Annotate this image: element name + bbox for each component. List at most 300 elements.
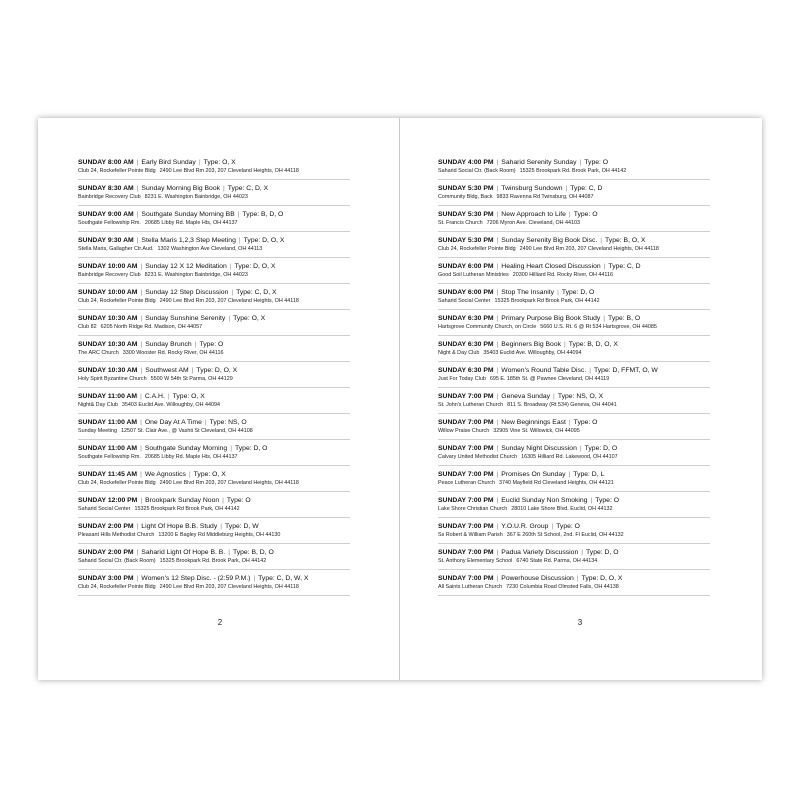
meeting-place	[78, 583, 350, 591]
meeting-address: 5660 U.S. Rt. 6 @ Rt 534 Hartsgrove, OH 44085	[540, 324, 657, 330]
meeting-type: Type: D, O, X	[243, 237, 285, 244]
meeting-entry	[438, 310, 710, 336]
meeting-address: 2490 Lee Blvd Rm 203, 207 Cleveland Heights, OH 44118	[159, 480, 299, 486]
meeting-place	[78, 375, 350, 383]
separator: |	[231, 289, 234, 296]
meeting-name: Stop The Insanity	[501, 289, 555, 296]
separator: |	[496, 211, 499, 218]
meeting-name: Southgate Sunday Morning	[144, 445, 228, 452]
meeting-datetime: SUNDAY 6:00 PM	[438, 263, 494, 270]
meeting-name: Light Of Hope B.B. Study	[141, 523, 218, 530]
meeting-datetime: SUNDAY 7:00 PM	[438, 393, 494, 400]
meeting-name: Women's 12 Step Disc. - (2:59 P.M.)	[141, 575, 251, 582]
meeting-datetime: SUNDAY 3:00 PM	[78, 575, 134, 582]
separator: |	[496, 549, 499, 556]
separator: |	[140, 471, 142, 478]
separator: |	[568, 211, 571, 218]
meeting-heading	[78, 236, 350, 245]
meeting-heading	[78, 522, 350, 531]
meeting-type: Type: O	[573, 211, 598, 218]
meeting-entry	[438, 440, 710, 466]
meeting-heading	[438, 418, 710, 427]
meeting-address: 8231 E. Washington Bainbridge, OH 44023	[144, 194, 248, 200]
meeting-datetime: SUNDAY 6:30 PM	[438, 315, 494, 322]
separator: |	[496, 523, 499, 530]
meeting-datetime: SUNDAY 10:30 AM	[78, 341, 138, 348]
meeting-place	[78, 271, 350, 279]
separator: |	[140, 367, 143, 374]
meeting-datetime: SUNDAY 6:00 PM	[438, 289, 494, 296]
meeting-heading	[78, 548, 350, 557]
separator: |	[238, 237, 241, 244]
meeting-address: 35403 Euclid Ave. Willoughby, OH 44094	[121, 402, 220, 408]
separator: |	[230, 445, 232, 452]
meeting-place	[78, 401, 350, 409]
meeting-name: Healing Heart Closed Discussion	[501, 263, 601, 270]
meeting-address: 2490 Lee Blvd Rm 203, 207 Cleveland Heights, OH 44118	[519, 246, 659, 252]
meeting-entry	[78, 544, 350, 570]
meeting-heading	[78, 366, 350, 375]
meeting-type: Type: D, O, X	[196, 367, 238, 374]
meeting-location: The ARC Church	[78, 350, 119, 356]
meeting-name: One Day At A Time	[144, 419, 202, 426]
meeting-address: 3740 Mayfield Rd Cleveland Heights, OH 44121	[498, 480, 614, 486]
meeting-datetime: SUNDAY 6:30 PM	[438, 341, 494, 348]
separator: |	[589, 367, 591, 374]
meeting-type: Type: O	[584, 159, 609, 166]
separator: |	[579, 445, 582, 452]
separator: |	[167, 393, 170, 400]
meeting-heading	[438, 236, 710, 245]
meeting-name: Beginners Big Book	[501, 341, 561, 348]
meeting-address: 20685 Libby Rd. Maple Hts, OH 44137	[144, 220, 238, 226]
meeting-name: Sunday 12 X 12 Meditation	[145, 263, 227, 270]
meeting-heading	[78, 184, 350, 193]
meeting-datetime: SUNDAY 2:00 PM	[78, 549, 134, 556]
meeting-address: 2490 Lee Blvd Rm 203, 207 Cleveland Heights, OH 44118	[159, 298, 299, 304]
meeting-datetime: SUNDAY 11:00 AM	[78, 445, 138, 452]
meeting-heading	[438, 470, 710, 479]
meeting-type: Type: D, O	[234, 445, 268, 452]
meeting-place	[438, 245, 710, 253]
meeting-datetime: SUNDAY 4:00 PM	[438, 159, 494, 166]
meeting-entry	[438, 336, 710, 362]
meeting-entry	[438, 206, 710, 232]
meeting-address: 2490 Lee Blvd Rm 203, 207 Cleveland Heights, OH 44118	[159, 584, 299, 590]
meeting-location: St. Francis Church	[438, 220, 483, 226]
booklet-spread	[38, 118, 762, 680]
meeting-location: Sunday Meeting	[78, 428, 117, 434]
meeting-entry	[438, 570, 710, 596]
meeting-name: Sunday Morning Big Book	[141, 185, 221, 192]
meeting-name: Padua Variety Discussion	[501, 549, 579, 556]
separator: |	[496, 367, 499, 374]
meeting-place	[438, 271, 710, 279]
meeting-place	[438, 479, 710, 487]
meeting-address: 9833 Ravenna Rd Twinsburg, OH 44087	[496, 194, 594, 200]
meeting-type: Type: O, X	[172, 393, 205, 400]
meeting-name: Women's Round Table Disc.	[501, 367, 587, 374]
meeting-name: Sunday Serenity Big Book Disc.	[501, 237, 598, 244]
meeting-entry	[438, 362, 710, 388]
meeting-heading	[438, 184, 710, 193]
meeting-address: 35403 Euclid Ave. Willoughby, OH 44094	[483, 350, 582, 356]
meeting-datetime: SUNDAY 10:30 AM	[78, 315, 138, 322]
meeting-location: Club 24, Rockefeller Pointe Bldg	[78, 168, 156, 174]
meeting-name: Southwest AM	[145, 367, 189, 374]
meeting-entry	[78, 206, 350, 232]
meeting-location: Club 24, Rockefeller Pointe Bldg	[78, 584, 156, 590]
meeting-datetime: SUNDAY 7:00 PM	[438, 471, 494, 478]
meeting-place	[438, 401, 710, 409]
separator: |	[136, 549, 139, 556]
separator: |	[188, 471, 191, 478]
separator: |	[223, 185, 225, 192]
meeting-place	[78, 427, 350, 435]
meeting-heading	[78, 418, 350, 427]
meeting-heading	[78, 262, 350, 271]
meeting-name: Sunday Sunshine Serenity	[145, 315, 226, 322]
separator: |	[496, 393, 499, 400]
separator: |	[140, 341, 143, 348]
meeting-name: Southgate Sunday Morning BB	[141, 211, 235, 218]
meeting-address: 28010 Lake Shore Blvd. Euclid, OH 44132	[511, 506, 613, 512]
separator: |	[140, 289, 143, 296]
separator: |	[220, 523, 223, 530]
meeting-location: Saharid Social Ctr. (Back Room)	[78, 558, 156, 564]
meeting-datetime: SUNDAY 7:00 PM	[438, 549, 494, 556]
page-number-right: 3	[577, 618, 583, 627]
meeting-entry	[78, 258, 350, 284]
meeting-name: Y.O.U.R. Group	[501, 523, 549, 530]
meeting-place	[438, 505, 710, 513]
meeting-datetime: SUNDAY 12:00 PM	[78, 497, 138, 504]
meeting-place	[438, 323, 710, 331]
meeting-place	[438, 297, 710, 305]
meeting-datetime: SUNDAY 9:30 AM	[78, 237, 134, 244]
meeting-entry	[78, 466, 350, 492]
meeting-heading	[438, 158, 710, 167]
separator: |	[551, 523, 554, 530]
meeting-address: 8231 E. Washington Bainbridge, OH 44023	[144, 272, 248, 278]
meeting-location: Saharid Social Center	[438, 298, 491, 304]
meeting-entry	[438, 232, 710, 258]
separator: |	[228, 315, 231, 322]
meeting-location: All Saints Lutheran Church	[438, 584, 503, 590]
meeting-heading	[78, 210, 350, 219]
meeting-heading	[438, 262, 710, 271]
separator: |	[496, 341, 499, 348]
separator: |	[140, 263, 143, 270]
meeting-type: Type: B, D, O, X	[568, 341, 618, 348]
separator: |	[579, 159, 582, 166]
meeting-type: Type: NS, O	[209, 419, 247, 426]
meeting-type: Type: O, X	[193, 471, 226, 478]
meeting-address: 1302 Washington Ave Cleveland, OH 44113	[157, 246, 263, 252]
separator: |	[565, 185, 568, 192]
meeting-heading	[78, 288, 350, 297]
meeting-place	[438, 167, 710, 175]
meeting-place	[438, 583, 710, 591]
meeting-name: Sunday Night Discussion	[501, 445, 577, 452]
meeting-type: Type: C, D	[570, 185, 603, 192]
meeting-name: Geneva Sunday	[501, 393, 551, 400]
meeting-place	[438, 219, 710, 227]
meeting-address: 13200 E Bagley Rd Middleburg Heights, OH 44130	[158, 532, 281, 538]
meeting-datetime: SUNDAY 10:30 AM	[78, 367, 138, 374]
meeting-datetime: SUNDAY 7:00 PM	[438, 497, 494, 504]
meeting-datetime: SUNDAY 11:00 AM	[78, 393, 138, 400]
meeting-type: Type: O	[199, 341, 224, 348]
meeting-type: Type: B, D, O	[242, 211, 284, 218]
meeting-type: Type: B, O, X	[605, 237, 646, 244]
meeting-place	[438, 427, 710, 435]
meeting-location: Southgate Fellowship Rm.	[78, 220, 141, 226]
separator: |	[140, 497, 143, 504]
meeting-address: 6205 North Ridge Rd. Madison, OH 44057	[100, 324, 203, 330]
meeting-name: We Agnostics	[144, 471, 186, 478]
page-number-left: 2	[217, 618, 223, 627]
meeting-location: St. Anthony Elementary School	[438, 558, 513, 564]
meeting-entry	[78, 232, 350, 258]
separator: |	[136, 575, 139, 582]
separator: |	[600, 237, 603, 244]
meeting-location: Stella Maris, Gallagher Ctr.Aud.	[78, 246, 154, 252]
meeting-type: Type: D, O, X	[581, 575, 623, 582]
meeting-location: Good Soil Lutheran Ministries	[438, 272, 509, 278]
meeting-heading	[438, 392, 710, 401]
separator: |	[496, 419, 499, 426]
meeting-entry	[78, 362, 350, 388]
separator: |	[140, 419, 142, 426]
meeting-entry	[438, 258, 710, 284]
separator: |	[198, 159, 201, 166]
meeting-entry	[78, 180, 350, 206]
meeting-address: 20685 Libby Rd. Maple Hts, OH 44137	[144, 454, 238, 460]
separator: |	[191, 367, 194, 374]
meeting-location: Night & Day Club	[438, 350, 480, 356]
meeting-heading	[78, 444, 350, 453]
separator: |	[136, 159, 139, 166]
separator: |	[496, 445, 499, 452]
separator: |	[136, 185, 139, 192]
meeting-type: Type: B, D, O	[232, 549, 274, 556]
meeting-type: Type: O, X	[233, 315, 266, 322]
meeting-location: Saharid Social Center	[78, 506, 131, 512]
meeting-entry	[438, 388, 710, 414]
meeting-entry	[438, 492, 710, 518]
meeting-address: 15325 Brookpark Rd Brook Park, OH 44142	[134, 506, 240, 512]
meeting-heading	[78, 574, 350, 583]
separator: |	[194, 341, 197, 348]
separator: |	[136, 211, 139, 218]
meeting-type: Type: C, D, X	[236, 289, 277, 296]
separator: |	[496, 315, 499, 322]
separator: |	[564, 341, 566, 348]
meeting-place	[438, 349, 710, 357]
meeting-type: Type: O	[595, 497, 620, 504]
meeting-address: 15325 Brookpark Rd Brook Park, OH 44142	[494, 298, 600, 304]
meeting-type: Type: D, O	[586, 549, 619, 556]
meeting-address: 7206 Myron Ave. Cleveland, OH 44103	[486, 220, 581, 226]
meeting-type: Type: B, O	[608, 315, 641, 322]
meeting-place	[438, 375, 710, 383]
meeting-place	[78, 531, 350, 539]
meeting-address: 367 E 260th St School, 2nd. Fl Euclid, OH 44132	[506, 532, 624, 538]
meeting-datetime: SUNDAY 11:00 AM	[78, 419, 138, 426]
separator: |	[603, 315, 606, 322]
separator: |	[496, 237, 499, 244]
meeting-entry	[78, 388, 350, 414]
meeting-name: Powerhouse Discussion	[501, 575, 574, 582]
separator: |	[253, 575, 256, 582]
meeting-heading	[438, 574, 710, 583]
meeting-entry	[78, 154, 350, 180]
separator: |	[496, 263, 499, 270]
meeting-datetime: SUNDAY 5:30 PM	[438, 185, 494, 192]
meeting-entry	[438, 544, 710, 570]
meeting-address: 15325 Brookpark Rd. Brook Park, OH 44142	[159, 558, 267, 564]
meeting-datetime: SUNDAY 2:00 PM	[78, 523, 134, 530]
separator: |	[496, 497, 499, 504]
meeting-location: Calvary United Methodist Church	[438, 454, 518, 460]
meeting-location: Club 24, Rockefeller Pointe Bldg	[78, 298, 156, 304]
meeting-type: Type: D, O, X	[234, 263, 276, 270]
separator: |	[496, 575, 499, 582]
meeting-entry	[78, 414, 350, 440]
meeting-heading	[438, 496, 710, 505]
meeting-place	[78, 193, 350, 201]
meeting-name: Brookpark Sunday Noon	[145, 497, 220, 504]
meeting-location: Peace Lutheran Church	[438, 480, 495, 486]
separator: |	[557, 289, 559, 296]
meeting-entry	[438, 284, 710, 310]
meeting-name: C.A.H.	[144, 393, 165, 400]
meeting-place	[78, 297, 350, 305]
meeting-heading	[78, 340, 350, 349]
meeting-datetime: SUNDAY 5:30 PM	[438, 237, 494, 244]
meeting-heading	[438, 210, 710, 219]
left-page	[38, 118, 399, 680]
meeting-type: Type: O, X	[203, 159, 236, 166]
meeting-datetime: SUNDAY 8:30 AM	[78, 185, 134, 192]
meeting-list-right	[438, 154, 710, 596]
meeting-place	[78, 219, 350, 227]
meeting-location: Club 24, Rockefeller Pointe Bldg	[438, 246, 516, 252]
meeting-address: 7230 Columbia Road Olmsted Falls, OH 44138	[506, 584, 619, 590]
meeting-place	[78, 167, 350, 175]
separator: |	[496, 159, 499, 166]
meeting-location: St. John's Lutheran Church	[438, 402, 504, 408]
meeting-location: Southgate Fellowship Rm.	[78, 454, 141, 460]
meeting-entry	[438, 414, 710, 440]
separator: |	[136, 523, 139, 530]
meeting-location: Holy Spirit Byzantine Church	[78, 376, 147, 382]
meeting-place	[438, 193, 710, 201]
separator: |	[496, 185, 499, 192]
meeting-type: Type: D, W	[225, 523, 259, 530]
meeting-place	[438, 531, 710, 539]
meeting-address: 12507 St. Clair Ave., @ Vashti St Cleveland, OH 44108	[120, 428, 253, 434]
meeting-datetime: SUNDAY 10:00 AM	[78, 289, 138, 296]
meeting-type: Type: C, D	[608, 263, 641, 270]
meeting-datetime: SUNDAY 7:00 PM	[438, 419, 494, 426]
meeting-entry	[78, 440, 350, 466]
meeting-place	[78, 453, 350, 461]
meeting-heading	[438, 522, 710, 531]
meeting-name: New Approach to Life	[501, 211, 566, 218]
meeting-address: 811 S. Broadway (Rt 534) Geneva, OH 44041	[507, 402, 617, 408]
meeting-datetime: SUNDAY 9:00 AM	[78, 211, 134, 218]
meeting-name: Sunday 12 Step Discussion	[145, 289, 229, 296]
meeting-name: Stella Maris 1,2,3 Step Meeting	[141, 237, 236, 244]
separator: |	[140, 315, 143, 322]
meeting-list-left	[78, 154, 350, 596]
meeting-name: Early Bird Sunday	[141, 159, 196, 166]
meeting-type: Type: D, O	[584, 445, 618, 452]
meeting-datetime: SUNDAY 5:30 PM	[438, 211, 494, 218]
separator: |	[603, 263, 606, 270]
meeting-heading	[78, 314, 350, 323]
meeting-location: Ss Robert & William Parish	[438, 532, 503, 538]
separator: |	[496, 289, 499, 296]
separator: |	[581, 549, 584, 556]
meeting-datetime: SUNDAY 10:00 AM	[78, 263, 138, 270]
separator: |	[237, 211, 240, 218]
meeting-location: Willow Praise Church	[438, 428, 490, 434]
meeting-type: Type: O	[556, 523, 580, 530]
separator: |	[576, 575, 579, 582]
separator: |	[229, 263, 232, 270]
meeting-type: Type: D, O	[561, 289, 595, 296]
separator: |	[136, 237, 139, 244]
meeting-entry	[438, 466, 710, 492]
meeting-location: Club 24, Rockefeller Pointe Bldg	[78, 480, 156, 486]
meeting-type: Type: D, L	[573, 471, 605, 478]
separator: |	[568, 419, 571, 426]
meeting-address: 2490 Lee Blvd Rm 203, 207 Cleveland Heights, OH 44118	[159, 168, 299, 174]
separator: |	[496, 471, 499, 478]
meeting-type: Type: O	[573, 419, 598, 426]
meeting-datetime: SUNDAY 7:00 PM	[438, 575, 494, 582]
meeting-entry	[78, 570, 350, 596]
meeting-entry	[78, 310, 350, 336]
meeting-entry	[78, 336, 350, 362]
meeting-address: 32905 Vine St. Willowick, OH 44095	[493, 428, 580, 434]
meeting-address: 20300 Hilliard Rd. Rocky River, OH 44116	[512, 272, 613, 278]
meeting-location: Hartsgrove Community Church, on Circle	[438, 324, 537, 330]
meeting-heading	[78, 158, 350, 167]
meeting-location: Pleasant Hills Methodist Church	[78, 532, 155, 538]
separator: |	[204, 419, 207, 426]
meeting-location: Community Bldg, Back	[438, 194, 493, 200]
meeting-heading	[438, 444, 710, 453]
meeting-entry	[78, 284, 350, 310]
meeting-heading	[438, 288, 710, 297]
meeting-address: 6740 State Rd. Parma, OH 44134	[516, 558, 598, 564]
meeting-name: New Beginnings East	[501, 419, 566, 426]
meeting-heading	[78, 496, 350, 505]
meeting-location: Bainbridge Recovery Club	[78, 272, 141, 278]
meeting-address: 16305 Hilliard Rd. Lakewood, OH 44107	[521, 454, 618, 460]
meeting-location: Lake Shore Christian Church	[438, 506, 508, 512]
meeting-location: Just For Today Club	[438, 376, 486, 382]
meeting-name: Euclid Sunday Non Smoking	[501, 497, 588, 504]
separator: |	[553, 393, 555, 400]
meeting-place	[78, 505, 350, 513]
meeting-type: Type: NS, O, X	[557, 393, 604, 400]
separator: |	[140, 445, 142, 452]
